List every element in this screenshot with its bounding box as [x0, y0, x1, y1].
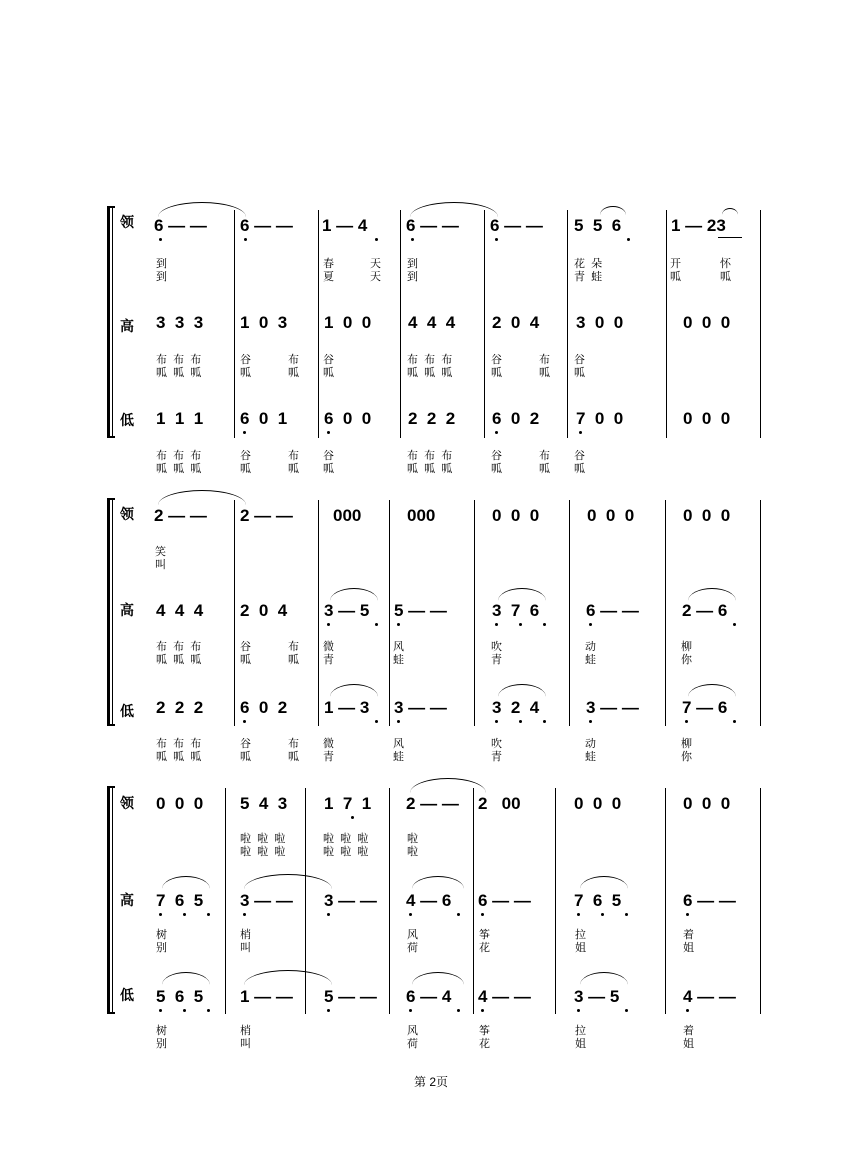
lyric: 呱 — [288, 463, 299, 475]
low-octave-dot — [686, 913, 689, 916]
slur — [600, 206, 626, 215]
low-octave-dot — [243, 720, 246, 723]
lyric: 呱 — [574, 367, 585, 379]
lyric: 梢 — [240, 1025, 251, 1037]
low-octave-dot — [495, 623, 498, 626]
low-octave-dot — [411, 238, 414, 241]
lyric: 谷 — [323, 450, 334, 462]
low-octave-dot — [627, 238, 630, 241]
lyric: 啦 啦 啦 — [323, 846, 369, 858]
lyric: 拉 — [575, 929, 586, 941]
low-octave-dot — [327, 1009, 330, 1012]
measure-notes: 6 — 4 — [406, 987, 452, 1006]
lyric: 微 — [323, 641, 334, 653]
lyric: 微 — [323, 738, 334, 750]
lyric: 呱 呱 呱 — [407, 367, 453, 379]
low-octave-dot — [243, 431, 246, 434]
lyric: 谷 — [574, 354, 585, 366]
lyric: 呱 — [491, 463, 502, 475]
lyric: 啦 啦 啦 — [240, 833, 286, 845]
lyric: 荷 — [407, 1038, 418, 1050]
measure-notes: 5 6 5 — [156, 987, 204, 1006]
bracket-cap-bottom — [107, 436, 115, 438]
part-label-high: 高 — [120, 318, 134, 334]
measure-notes: 6 — — — [240, 216, 293, 235]
low-octave-dot — [375, 238, 378, 241]
lyric: 呱 — [288, 751, 299, 763]
low-octave-dot — [579, 431, 582, 434]
lyric: 谷 — [240, 354, 251, 366]
lyric: 呱 呱 呱 — [156, 751, 202, 763]
lyric: 柳 — [681, 641, 692, 653]
lyric: 呱 — [491, 367, 502, 379]
lyric: 天 — [370, 258, 381, 270]
low-octave-dot — [519, 623, 522, 626]
lyric: 叫 — [240, 1038, 251, 1050]
low-octave-dot — [733, 720, 736, 723]
part-label-low: 低 — [120, 987, 134, 1003]
lyric: 花 — [479, 1038, 490, 1050]
measure-notes: 0 0 0 — [574, 794, 622, 813]
measure-notes: 2 — — — [406, 794, 459, 813]
lyric: 开 — [670, 258, 681, 270]
measure-notes: 3 — — — [324, 891, 377, 910]
low-octave-dot — [625, 1009, 628, 1012]
lyric: 布 布 布 — [407, 450, 453, 462]
barline — [555, 788, 556, 1014]
lyric: 啦 — [407, 833, 418, 845]
slur — [244, 874, 332, 889]
lyric: 青 — [491, 751, 502, 763]
slur — [158, 490, 246, 505]
measure-notes: 6 — — — [154, 216, 207, 235]
part-label-lead: 领 — [120, 795, 134, 811]
lyric: 呱 — [288, 367, 299, 379]
lyric: 着 — [683, 1025, 694, 1037]
lyric: 到 — [407, 271, 418, 283]
measure-notes: 5 — — — [324, 987, 377, 1006]
measure-notes: 6 0 2 — [492, 409, 540, 428]
low-octave-dot — [375, 623, 378, 626]
lyric: 布 布 布 — [156, 738, 202, 750]
lyric: 布 — [288, 450, 299, 462]
measure-notes: 1 — 23 — [671, 216, 726, 235]
low-octave-dot — [183, 1009, 186, 1012]
lyric: 你 — [681, 751, 692, 763]
low-octave-dot — [243, 913, 246, 916]
bracket-cap-top — [107, 786, 115, 788]
lyric: 姐 — [575, 1038, 586, 1050]
low-octave-dot — [481, 1009, 484, 1012]
lyric: 呱 — [240, 751, 251, 763]
measure-notes: 3 — 5 — [324, 601, 370, 620]
low-octave-dot — [495, 431, 498, 434]
lyric: 别 — [156, 1038, 167, 1050]
measure-notes: 1 — 3 — [324, 698, 370, 717]
lyric: 青 — [323, 751, 334, 763]
lyric: 风 — [407, 929, 418, 941]
barline — [473, 788, 474, 1014]
low-octave-dot — [577, 913, 580, 916]
lyric: 花 — [479, 942, 490, 954]
measure-notes: 4 — — — [683, 987, 736, 1006]
low-octave-dot — [519, 720, 522, 723]
barline — [400, 210, 401, 438]
lyric: 树 — [156, 1025, 167, 1037]
lyric: 姐 — [575, 942, 586, 954]
lyric: 树 — [156, 929, 167, 941]
slur — [330, 588, 378, 601]
lyric: 蛙 — [585, 751, 596, 763]
lyric: 动 — [585, 641, 596, 653]
measure-notes: 5 4 3 — [240, 794, 288, 813]
lyric: 梢 — [240, 929, 251, 941]
lyric: 到 — [156, 271, 167, 283]
low-octave-dot — [409, 913, 412, 916]
bracket-line — [112, 498, 113, 726]
lyric: 蛙 — [585, 654, 596, 666]
measure-notes: 1 7 1 — [324, 794, 372, 813]
low-octave-dot — [457, 1009, 460, 1012]
low-octave-dot — [601, 913, 604, 916]
lyric: 筝 — [479, 929, 490, 941]
lyric: 啦 啦 啦 — [240, 846, 286, 858]
lyric: 呱 呱 呱 — [156, 654, 202, 666]
measure-notes: 3 — 5 — [574, 987, 620, 1006]
lyric: 风 — [407, 1025, 418, 1037]
slur — [722, 208, 738, 215]
slur — [498, 684, 546, 697]
lyric: 风 — [393, 738, 404, 750]
low-octave-dot — [409, 1009, 412, 1012]
low-octave-dot — [589, 623, 592, 626]
lyric: 谷 — [574, 450, 585, 462]
barline — [234, 210, 235, 438]
part-label-low: 低 — [120, 412, 134, 428]
measure-notes: 2 — — — [154, 506, 207, 525]
slur — [162, 876, 210, 889]
lyric: 布 — [288, 738, 299, 750]
measure-notes: 2 0 4 — [240, 601, 288, 620]
barline — [666, 210, 667, 438]
measure-notes: 7 6 5 — [156, 891, 204, 910]
lyric: 蛙 — [393, 654, 404, 666]
barline — [474, 500, 475, 726]
lyric: 呱 — [240, 463, 251, 475]
low-octave-dot — [543, 623, 546, 626]
low-octave-dot — [397, 720, 400, 723]
barline — [760, 788, 761, 1014]
low-octave-dot — [543, 720, 546, 723]
lyric: 呱 — [288, 654, 299, 666]
lyric: 你 — [681, 654, 692, 666]
slur — [162, 972, 210, 985]
lyric: 呱 — [720, 271, 731, 283]
page-number: 第 2页 — [413, 1075, 448, 1089]
lyric: 到 — [407, 258, 418, 270]
measure-notes: 6 — — — [406, 216, 459, 235]
lyric: 呱 呱 呱 — [156, 367, 202, 379]
measure-notes: 2 00 — [478, 794, 521, 813]
barline — [234, 500, 235, 726]
barline — [389, 788, 390, 1014]
part-label-lead: 领 — [120, 506, 134, 522]
lyric: 荷 — [407, 942, 418, 954]
barline — [567, 210, 568, 438]
slur — [580, 876, 628, 889]
measure-notes: 2 — 6 — [682, 601, 728, 620]
slur — [688, 588, 736, 601]
measure-notes: 6 0 2 — [240, 698, 288, 717]
lyric: 蛙 — [393, 751, 404, 763]
slur — [412, 876, 464, 889]
lyric: 青 — [323, 654, 334, 666]
lyric: 谷 — [240, 450, 251, 462]
bracket-line — [112, 206, 113, 438]
lyric: 筝 — [479, 1025, 490, 1037]
measure-notes: 4 4 4 — [156, 601, 204, 620]
bracket-line — [112, 786, 113, 1014]
lyric: 谷 — [491, 354, 502, 366]
slur — [330, 684, 378, 697]
lyric: 呱 — [539, 463, 550, 475]
measure-notes: 000 — [333, 506, 362, 525]
measure-notes: 6 — — — [478, 891, 531, 910]
lyric: 布 布 布 — [156, 354, 202, 366]
low-octave-dot — [375, 720, 378, 723]
barline — [484, 210, 485, 438]
measure-notes: 2 2 2 — [408, 409, 456, 428]
barline — [760, 210, 761, 438]
slur — [410, 202, 498, 217]
lyric: 呱 — [323, 367, 334, 379]
barline — [665, 500, 666, 726]
lyric: 啦 啦 啦 — [323, 833, 369, 845]
lyric: 花 朵 — [574, 258, 603, 270]
slur — [244, 970, 332, 985]
lyric: 姐 — [683, 942, 694, 954]
bracket-cap-top — [107, 498, 115, 500]
lyric: 布 布 布 — [156, 641, 202, 653]
part-label-lead: 领 — [120, 214, 134, 230]
low-octave-dot — [351, 816, 354, 819]
measure-notes: 7 0 0 — [576, 409, 624, 428]
measure-notes: 0 0 0 — [492, 506, 540, 525]
measure-notes: 2 2 2 — [156, 698, 204, 717]
lyric: 呱 呱 呱 — [156, 463, 202, 475]
low-octave-dot — [327, 913, 330, 916]
lyric: 叫 — [155, 559, 166, 571]
measure-notes: 3 — — — [240, 891, 293, 910]
lyric: 布 — [539, 450, 550, 462]
lyric: 青 — [491, 654, 502, 666]
low-octave-dot — [327, 623, 330, 626]
measure-notes: 1 0 0 — [324, 313, 372, 332]
low-octave-dot — [589, 720, 592, 723]
system-bracket — [107, 498, 110, 726]
slur — [498, 588, 546, 601]
low-octave-dot — [495, 238, 498, 241]
measure-notes: 3 3 3 — [156, 313, 204, 332]
slur — [410, 778, 486, 793]
measure-notes: 3 7 6 — [492, 601, 540, 620]
slur — [412, 972, 464, 985]
low-octave-dot — [495, 720, 498, 723]
lyric: 别 — [156, 942, 167, 954]
lyric: 柳 — [681, 738, 692, 750]
part-label-high: 高 — [120, 892, 134, 908]
measure-notes: 3 — — — [586, 698, 639, 717]
low-octave-dot — [481, 913, 484, 916]
lyric: 风 — [393, 641, 404, 653]
lyric: 呱 — [240, 367, 251, 379]
lyric: 呱 呱 呱 — [407, 463, 453, 475]
underline — [718, 237, 742, 238]
low-octave-dot — [183, 913, 186, 916]
system-bracket — [107, 206, 110, 438]
low-octave-dot — [397, 623, 400, 626]
lyric: 吹 — [491, 738, 502, 750]
measure-notes: 2 — — — [240, 506, 293, 525]
low-octave-dot — [577, 1009, 580, 1012]
measure-notes: 0 0 0 — [683, 506, 731, 525]
measure-notes: 2 0 4 — [492, 313, 540, 332]
barline — [665, 788, 666, 1014]
low-octave-dot — [685, 720, 688, 723]
lyric: 夏 — [323, 271, 334, 283]
part-label-high: 高 — [120, 602, 134, 618]
lyric: 动 — [585, 738, 596, 750]
measure-notes: 4 — 6 — [406, 891, 452, 910]
lyric: 到 — [156, 258, 167, 270]
measure-notes: 6 — — — [586, 601, 639, 620]
measure-notes: 3 0 0 — [576, 313, 624, 332]
bracket-cap-bottom — [107, 724, 115, 726]
low-octave-dot — [686, 1009, 689, 1012]
barline — [760, 500, 761, 726]
system-bracket — [107, 786, 110, 1014]
lyric: 吹 — [491, 641, 502, 653]
part-label-low: 低 — [120, 703, 134, 719]
lyric: 呱 — [323, 463, 334, 475]
measure-notes: 3 — — — [394, 698, 447, 717]
measure-notes: 7 6 5 — [574, 891, 622, 910]
measure-notes: 5 — — — [394, 601, 447, 620]
low-octave-dot — [207, 1009, 210, 1012]
measure-notes: 1 0 3 — [240, 313, 288, 332]
low-octave-dot — [207, 913, 210, 916]
measure-notes: 5 5 6 — [574, 216, 622, 235]
measure-notes: 0 0 0 — [683, 313, 731, 332]
lyric: 着 — [683, 929, 694, 941]
measure-notes: 1 1 1 — [156, 409, 204, 428]
lyric: 谷 — [240, 738, 251, 750]
low-octave-dot — [327, 431, 330, 434]
measure-notes: 6 0 0 — [324, 409, 372, 428]
barline — [569, 500, 570, 726]
measure-notes: 6 0 1 — [240, 409, 288, 428]
measure-notes: 000 — [407, 506, 436, 525]
low-octave-dot — [159, 238, 162, 241]
measure-notes: 4 — — — [478, 987, 531, 1006]
measure-notes: 1 — 4 — [322, 216, 368, 235]
lyric: 呱 — [539, 367, 550, 379]
lyric: 呱 — [240, 654, 251, 666]
low-octave-dot — [733, 623, 736, 626]
lyric: 布 — [288, 354, 299, 366]
slur — [580, 972, 628, 985]
lyric: 谷 — [323, 354, 334, 366]
barline — [225, 788, 226, 1014]
measure-notes: 6 — — — [683, 891, 736, 910]
slur — [158, 202, 246, 217]
measure-notes: 0 0 0 — [587, 506, 635, 525]
measure-notes: 0 0 0 — [156, 794, 204, 813]
barline — [318, 500, 319, 726]
lyric: 笑 — [155, 546, 166, 558]
lyric: 青 蛙 — [574, 271, 603, 283]
measure-notes: 4 4 4 — [408, 313, 456, 332]
measure-notes: 3 2 4 — [492, 698, 540, 717]
lyric: 布 — [288, 641, 299, 653]
measure-notes: 0 0 0 — [683, 794, 731, 813]
lyric: 呱 — [670, 271, 681, 283]
barline — [318, 210, 319, 438]
lyric: 布 布 布 — [156, 450, 202, 462]
lyric: 春 — [323, 258, 334, 270]
low-octave-dot — [159, 913, 162, 916]
measure-notes: 6 — — — [490, 216, 543, 235]
lyric: 姐 — [683, 1038, 694, 1050]
measure-notes: 7 — 6 — [682, 698, 728, 717]
low-octave-dot — [625, 913, 628, 916]
bracket-cap-top — [107, 206, 115, 208]
slur — [688, 684, 736, 697]
bracket-cap-bottom — [107, 1012, 115, 1014]
low-octave-dot — [159, 1009, 162, 1012]
lyric: 谷 — [491, 450, 502, 462]
barline — [389, 500, 390, 726]
low-octave-dot — [457, 913, 460, 916]
low-octave-dot — [244, 238, 247, 241]
measure-notes: 1 — — — [240, 987, 293, 1006]
lyric: 布 布 布 — [407, 354, 453, 366]
lyric: 谷 — [240, 641, 251, 653]
lyric: 布 — [539, 354, 550, 366]
lyric: 叫 — [240, 942, 251, 954]
lyric: 怀 — [720, 258, 731, 270]
lyric: 呱 — [574, 463, 585, 475]
measure-notes: 0 0 0 — [683, 409, 731, 428]
lyric: 拉 — [575, 1025, 586, 1037]
lyric: 啦 — [407, 846, 418, 858]
lyric: 天 — [370, 271, 381, 283]
